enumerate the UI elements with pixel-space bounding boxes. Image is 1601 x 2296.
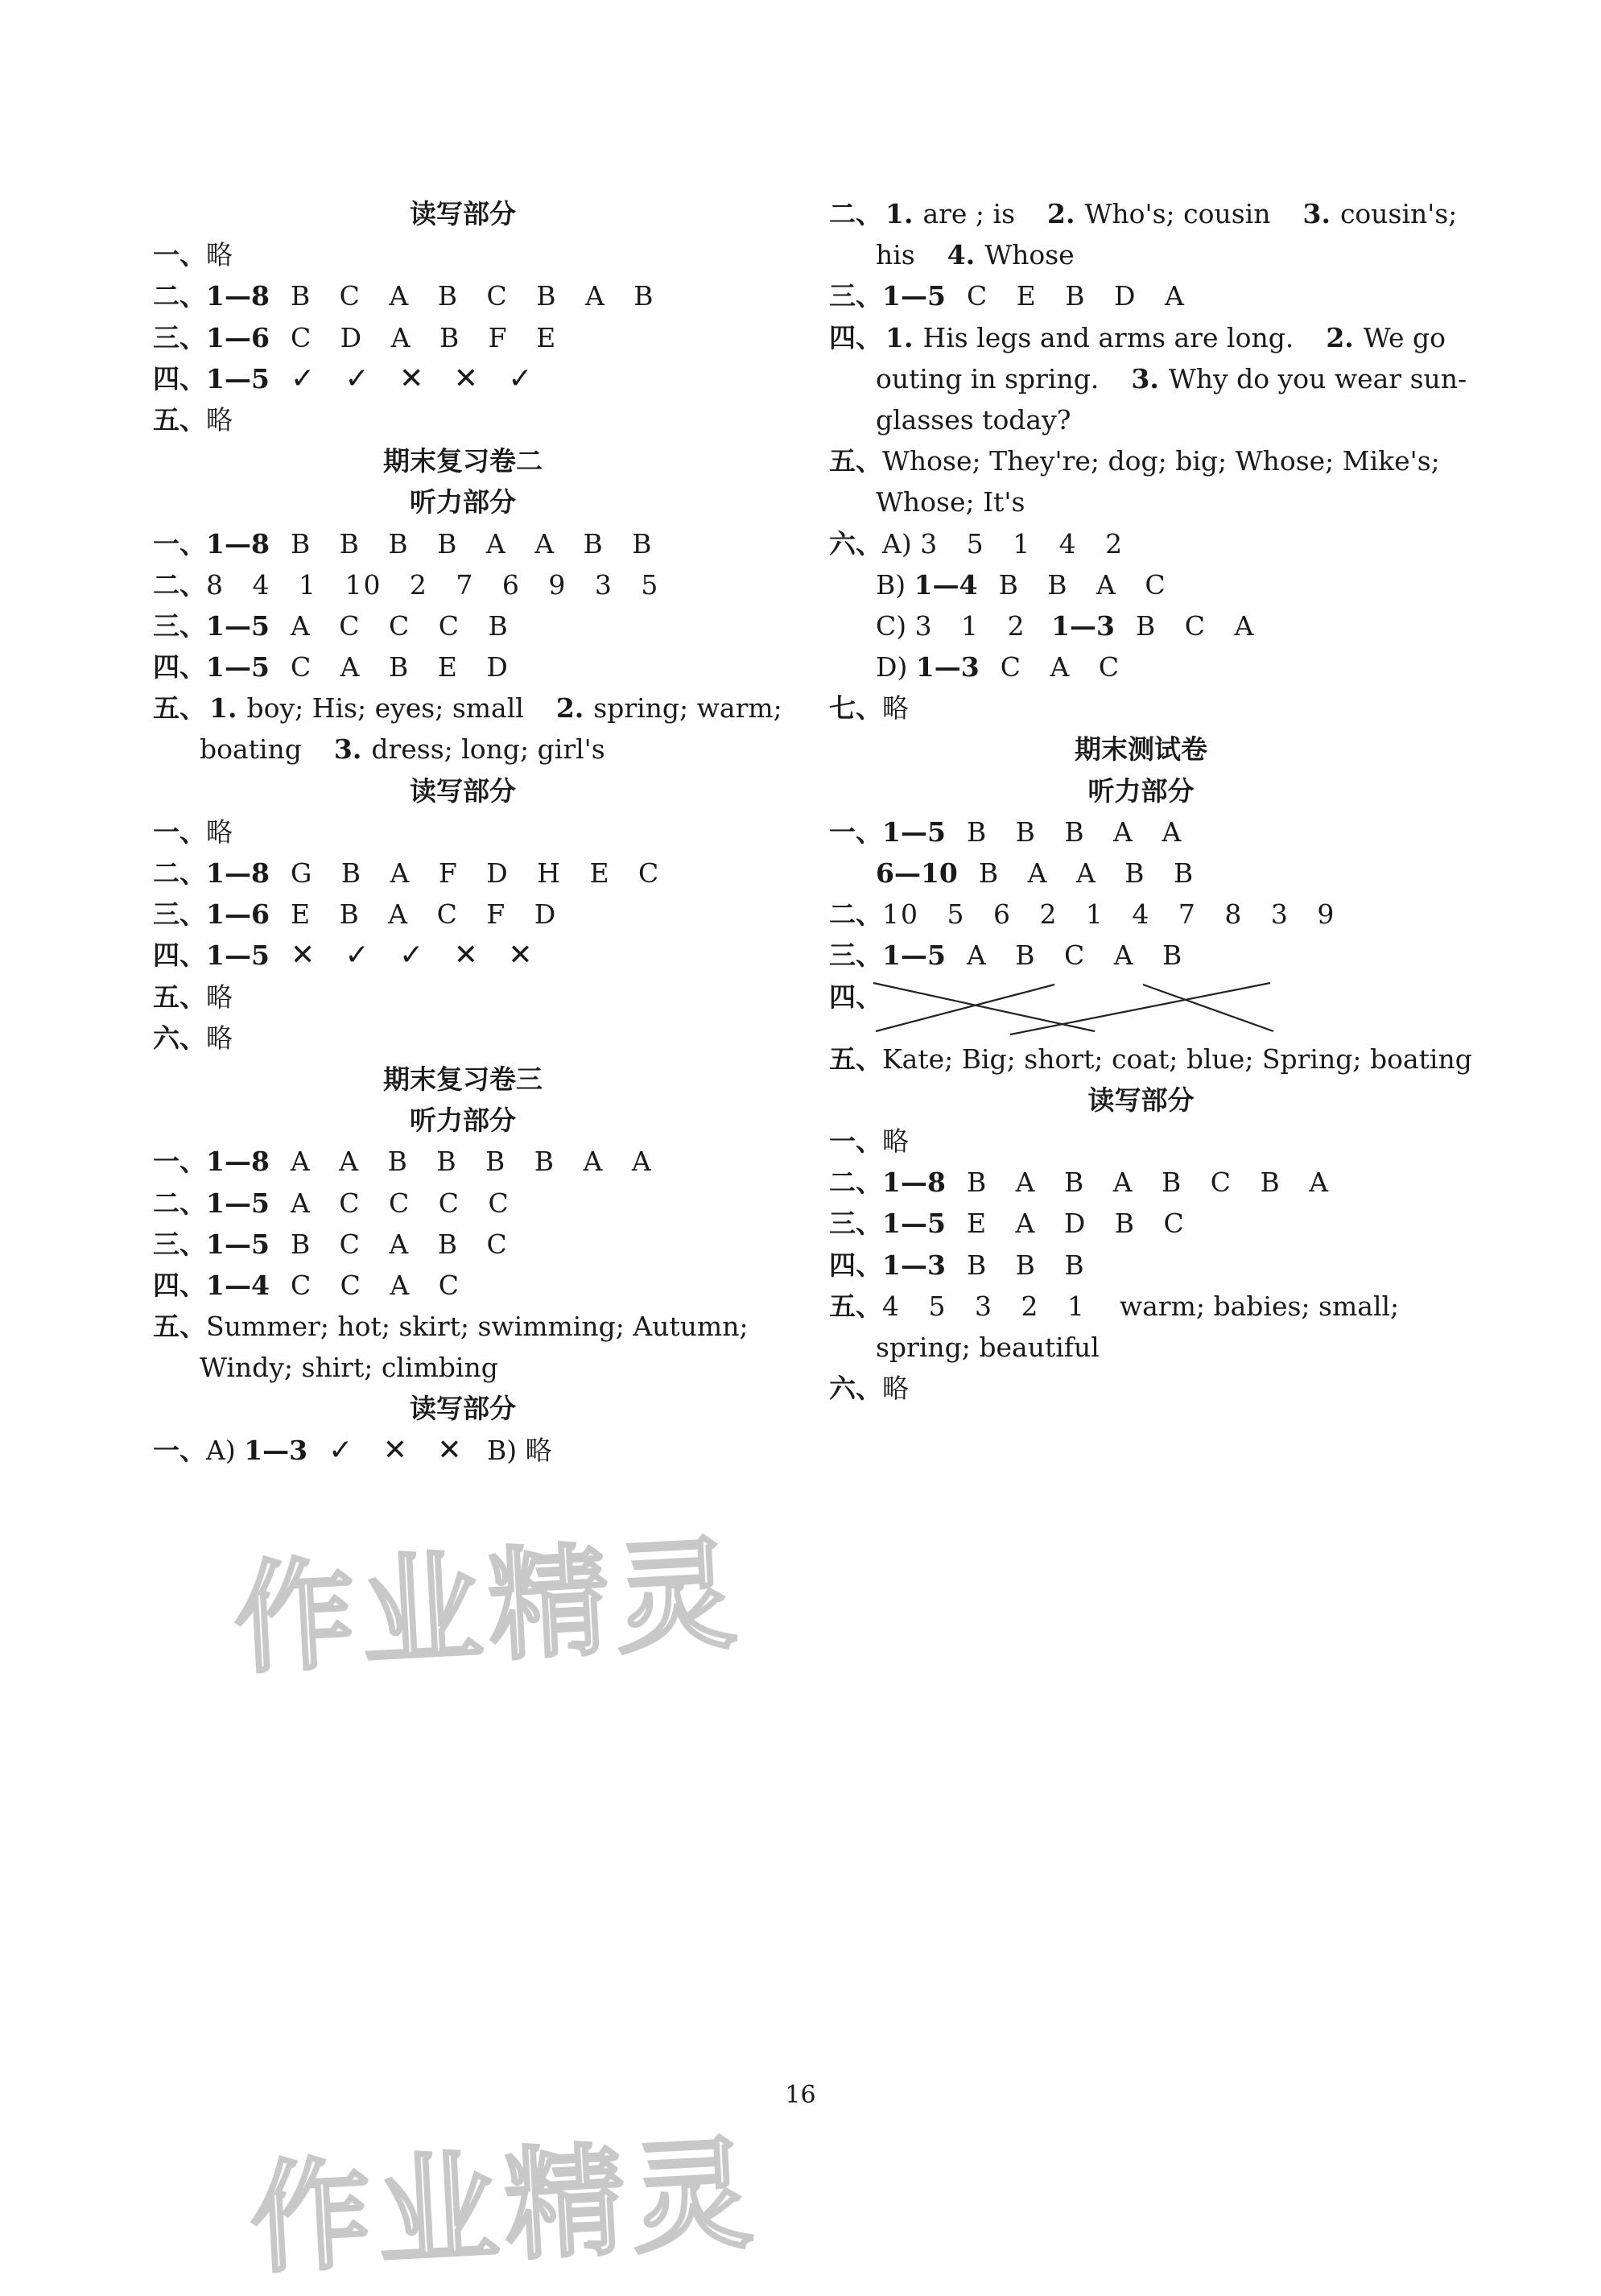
answer-row: 二、8 4 1 10 2 7 6 9 3 5: [153, 568, 660, 601]
answer-row: 二、1—5 A C C C C: [153, 1187, 510, 1219]
answer-row: 五、 1. boy; His; eyes; small 2. spring; warm;: [153, 692, 782, 725]
section-heading: 读写部分: [410, 1393, 516, 1425]
match-line: [1143, 985, 1273, 1031]
answer-row: 三、1—5 C E B D A: [829, 280, 1186, 312]
answer-row: 三、1—5 E A D B C: [829, 1208, 1186, 1240]
section-heading: 听力部分: [1087, 774, 1195, 807]
answer-row: 四、 1. His legs and arms are long. 2. We go: [829, 321, 1446, 353]
answer-row: 六、略: [153, 1022, 233, 1054]
answer-row: 四、1—4 C C A C: [153, 1269, 460, 1301]
answer-row: 一、A) 1—3 ✓ ✕ ✕ B) 略: [153, 1433, 552, 1467]
answer-row: 三、1—5 A B C A B: [829, 939, 1184, 972]
answer-row: 二、10 5 6 2 1 4 7 8 3 9: [829, 898, 1336, 931]
watermark: 作业精灵: [230, 1524, 746, 1691]
section-heading: 读写部分: [410, 774, 516, 807]
answer-row-continued: 6—10 B A A B B: [876, 857, 1195, 889]
watermark: 作业精灵: [246, 2124, 762, 2291]
page-number: 16: [785, 2081, 816, 2109]
section-heading: 读写部分: [1087, 1084, 1195, 1116]
answer-row: 一、略: [153, 239, 233, 271]
answer-row-continued: D) 1—3 C A C: [876, 651, 1121, 683]
answer-row: 一、1—8 B B B B A A B B: [153, 527, 654, 560]
answer-row: 三、1—5 A C C C B: [153, 609, 510, 642]
answer-row: 一、1—8 A A B B B B A A: [153, 1146, 653, 1178]
answer-row-continued: boating 3. dress; long; girl's: [200, 733, 605, 766]
paper-title: 期末复习卷三: [383, 1063, 543, 1095]
answer-row: 三、1—5 B C A B C: [153, 1228, 509, 1260]
answer-row-continued: Windy; shirt; climbing: [200, 1352, 498, 1384]
answer-row: 三、1—6 C D A B F E: [153, 321, 558, 353]
paper-title: 期末复习卷二: [383, 445, 543, 477]
match-line: [876, 985, 1054, 1031]
answer-row: 一、1—5 B B B A A: [829, 816, 1183, 848]
answer-row-continued: spring; beautiful: [876, 1331, 1100, 1363]
answer-row: 一、略: [153, 816, 233, 848]
answer-row-continued: glasses today?: [876, 403, 1071, 436]
check-cross-marks: ✕ ✓ ✓ ✕ ✕: [290, 939, 533, 972]
left-column: [153, 193, 782, 1471]
answer-row: 四、1—5 C A B E D: [153, 651, 510, 683]
answer-row-continued: his 4. Whose: [876, 239, 1075, 271]
answer-row: 五、Summer; hot; skirt; swimming; Autumn;: [153, 1311, 749, 1343]
answer-row: 五、4 5 3 2 1 warm; babies; small;: [829, 1290, 1400, 1322]
answer-row: 五、略: [153, 981, 233, 1013]
answer-row: 七、略: [829, 692, 909, 725]
matching-answer-row: 四、: [829, 977, 1453, 1039]
matching-lines: [829, 977, 1280, 1039]
check-cross-marks: ✓ ✕ ✕: [328, 1433, 462, 1467]
answer-row: 六、A) 3 5 1 4 2: [829, 527, 1124, 560]
answer-row: 二、1—8 B A B A B C B A: [829, 1167, 1331, 1199]
answer-row-continued: outing in spring. 3. Why do you wear sun-: [876, 362, 1467, 394]
answer-row-continued: Whose; It's: [876, 486, 1025, 518]
right-column: [829, 193, 1472, 1409]
answer-row: 四、1—5 ✕ ✓ ✓ ✕ ✕: [153, 939, 533, 972]
answer-row: 二、1—8 B C A B C B A B: [153, 280, 655, 312]
answer-row: 五、Whose; They're; dog; big; Whose; Mike's;: [829, 445, 1440, 477]
section-heading: 听力部分: [410, 1105, 516, 1137]
answer-row: 五、Kate; Big; short; coat; blue; Spring; boating: [829, 1043, 1472, 1075]
answer-row-continued: B) 1—4 B B A C: [876, 568, 1167, 601]
section-heading: 听力部分: [410, 486, 516, 518]
answer-row-continued: C) 3 1 2 1—3 B C A: [876, 609, 1256, 642]
answer-row: 二、 1. are ; is 2. Who's; cousin 3. cousin's;: [829, 198, 1458, 229]
section-heading: 读写部分: [410, 198, 516, 229]
answer-row: 一、略: [829, 1125, 909, 1157]
paper-title: 期末测试卷: [1075, 733, 1207, 766]
answer-row: 四、1—3 B B B: [829, 1249, 1086, 1281]
answer-row: 五、略: [153, 403, 233, 436]
answer-row: 六、略: [829, 1373, 909, 1405]
answer-row: 二、1—8 G B A F D H E C: [153, 857, 661, 889]
match-line: [1010, 983, 1270, 1034]
check-cross-marks: ✓ ✓ ✕ ✕ ✓: [290, 361, 533, 395]
answer-row: 三、1—6 E B A C F D: [153, 898, 558, 931]
answer-row: 四、1—5 ✓ ✓ ✕ ✕ ✓: [153, 361, 533, 395]
